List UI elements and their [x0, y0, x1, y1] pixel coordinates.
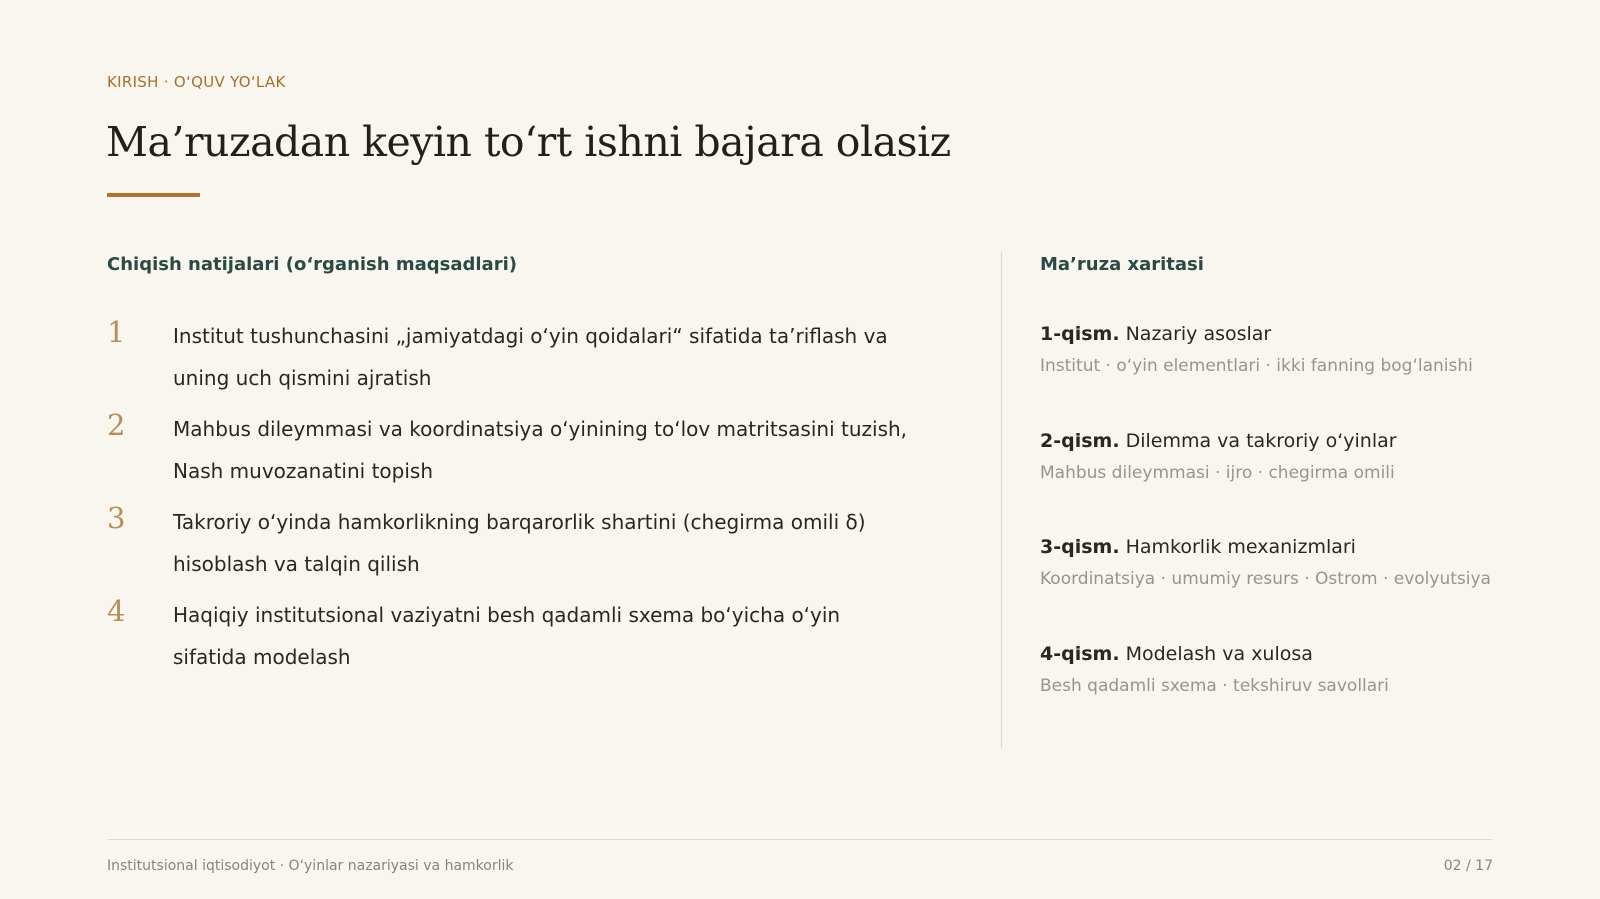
outcome-number: 3	[107, 501, 126, 535]
outcome-number: 2	[107, 408, 126, 442]
lecture-part	[1040, 639, 1560, 696]
footer-course-title: Institutsional iqtisodiyot · O‘yinlar nazariyasi va hamkorlik	[107, 858, 514, 874]
outcome-number: 4	[107, 594, 126, 628]
outcome-text: Haqiqiy institutsional vaziyatni besh qadamli sxema bo‘yicha o‘yin sifatida modelash	[173, 603, 841, 669]
outcome-text: Mahbus dileymmasi va koordinatsiya o‘yinining to‘lov matritsasini tuzish, Nash muvozanatini topish	[173, 417, 908, 483]
part-label: 4-qism.	[1040, 643, 1120, 665]
column-divider	[1001, 252, 1002, 748]
part-title: Dilemma va takroriy o‘yinlar	[1125, 430, 1397, 452]
part-title: Modelash va xulosa	[1125, 643, 1313, 665]
section-eyebrow: KIRISH · O‘QUV YO‘LAK	[107, 73, 286, 91]
lecture-part	[1040, 532, 1560, 589]
lecture-part	[1040, 426, 1560, 483]
part-subtitle: Mahbus dileymmasi · ijro · chegirma omili	[1040, 463, 1395, 483]
outcome-number: 1	[107, 315, 126, 349]
page-title: Ma’ruzadan keyin to‘rt ishni bajara olasiz	[106, 118, 951, 166]
title-underline	[107, 193, 200, 197]
part-label: 1-qism.	[1040, 323, 1120, 345]
outcome-text: Takroriy o‘yinda hamkorlikning barqarorlik shartini (chegirma omili δ) hisoblash va talqin qilish	[173, 510, 866, 576]
outcome-text: Institut tushunchasini „jamiyatdagi o‘yin qoidalari“ sifatida ta’riflash va uning uch qismini ajratish	[173, 324, 888, 390]
footer-divider	[107, 839, 1493, 840]
part-label: 3-qism.	[1040, 536, 1120, 558]
page-number: 02 / 17	[1443, 858, 1493, 874]
outcomes-heading: Chiqish natijalari (o‘rganish maqsadlari)	[107, 254, 517, 275]
part-title: Nazariy asoslar	[1125, 323, 1272, 345]
part-title: Hamkorlik mexanizmlari	[1125, 536, 1356, 558]
part-label: 2-qism.	[1040, 430, 1120, 452]
lecture-part	[1040, 319, 1560, 376]
part-subtitle: Besh qadamli sxema · tekshiruv savollari	[1040, 676, 1389, 696]
part-subtitle: Koordinatsiya · umumiy resurs · Ostrom · evolyutsiya	[1040, 569, 1491, 589]
lecture-map-heading: Ma’ruza xaritasi	[1040, 254, 1204, 275]
part-subtitle: Institut · o‘yin elementlari · ikki fanning bog‘lanishi	[1040, 356, 1473, 376]
